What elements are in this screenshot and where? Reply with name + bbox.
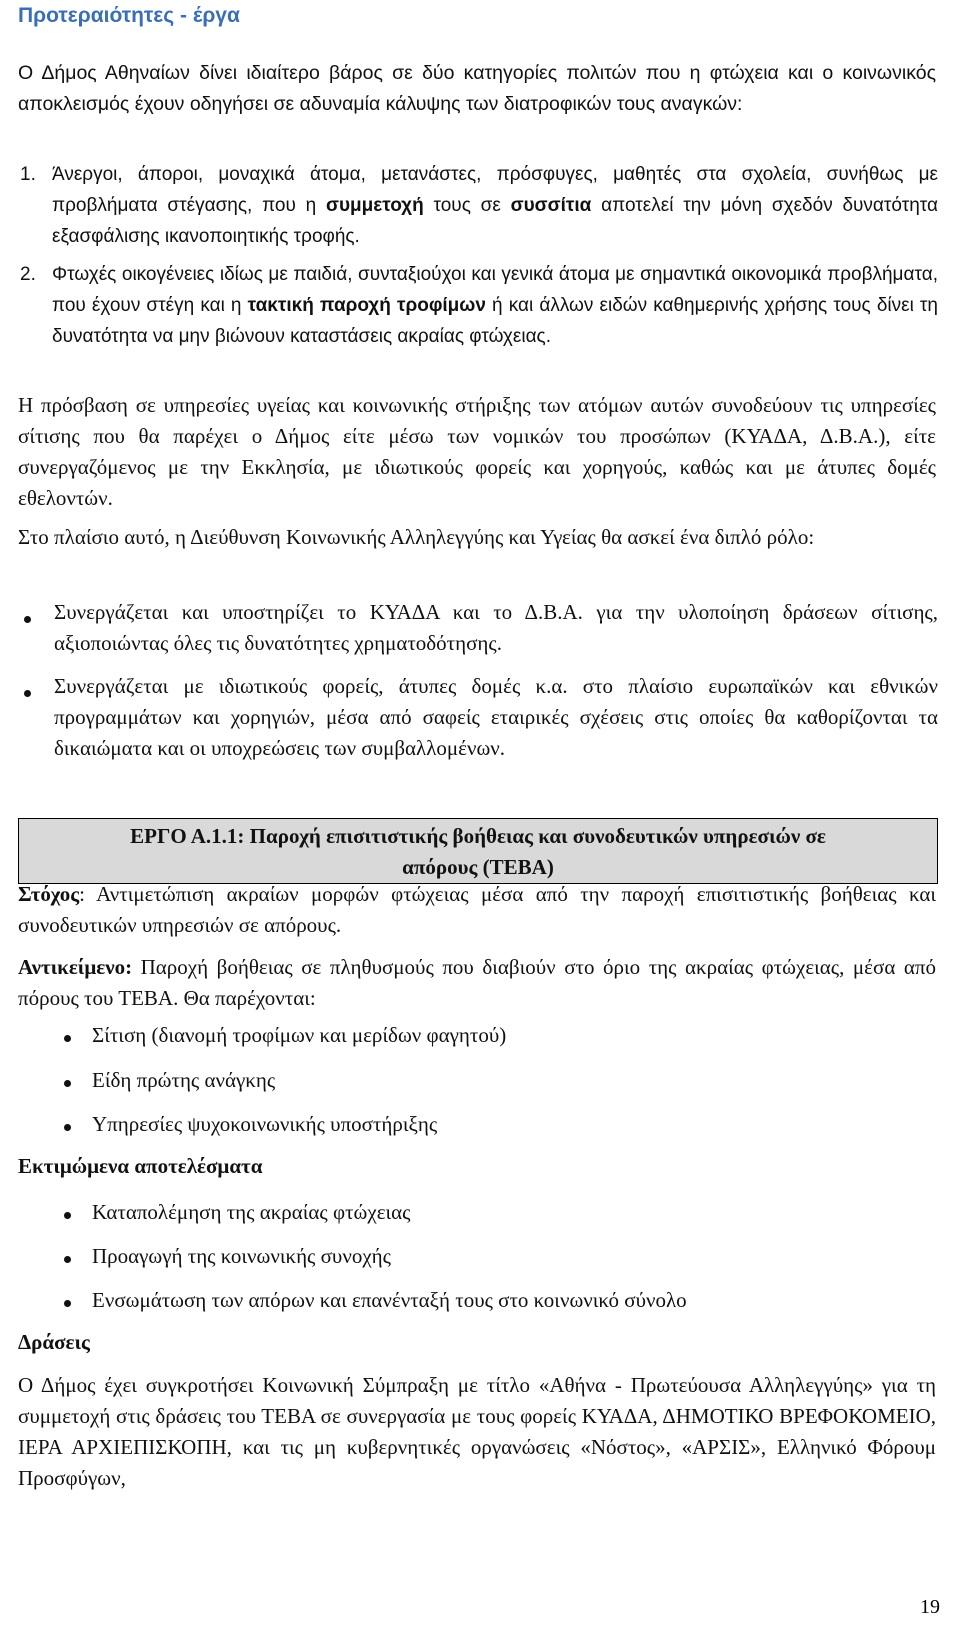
project-title-line-2: απόρους (ΤΕΒΑ) (402, 855, 554, 879)
actions-paragraph: Ο Δήμος έχει συγκροτήσει Κοινωνική Σύμπραξη με τίτλο «Αθήνα - Πρωτεύουσα Αλληλεγγύης» για τη συμμετοχή στις δράσεις του ΤΕΒΑ σε συνεργασία με τους φορείς ΚΥΑΔΑ, ΔΗΜΟΤΙΚΟ ΒΡΕΦΟΚΟΜΕΙΟ, ΙΕΡΑ ΑΡΧΙΕΠΙΣΚΟΠΗ, και τις μη κυβερνητικές οργανώσεις «Νόστος», «ΑΡΣΙΣ», Ελληνικό Φόρουμ Προσφύγων, (18, 1373, 936, 1490)
item-1-text-a: Άνεργοι, άποροι, μοναχικά άτομα, μετανάστες, πρόσφυγες, μαθητές στα σχολεία, συνήθως με προβλήματα στέγασης, που η (52, 164, 938, 216)
intro-paragraph: Ο Δήμος Αθηναίων δίνει ιδιαίτερο βάρος σε δύο κατηγορίες πολιτών που η φτώχεια και ο κοινωνικός αποκλεισμός έχουν οδηγήσει σε αδυναμία κάλυψης των διατροφικών τους αναγκών: (18, 62, 936, 115)
object-paragraph (18, 952, 936, 1014)
result-bullet-2: Προαγωγή της κοινωνικής συνοχής (92, 1244, 391, 1268)
object-text: Παροχή βοήθειας σε πληθυσμούς που διαβιούν στο όριο της ακραίας φτώχειας, μέσα από πόρους του ΤΕΒΑ. Θα παρέχονται: (18, 955, 936, 1010)
project-title-box (18, 818, 938, 884)
item-2-bold-a: τακτική παροχή τροφίμων (247, 295, 486, 316)
bullet-icon (64, 1300, 71, 1307)
goal-label: Στόχος (18, 882, 80, 906)
role-bullet-2: Συνεργάζεται με ιδιωτικούς φορείς, άτυπες δομές κ.α. στο πλαίσιο ευρωπαϊκών και εθνικών προγραμμάτων και χορηγιών, μέσα από σαφείς εταιρικές σχέσεις στις οποίες θα καθορίζονται τα δικαιώματα και οι υποχρεώσεις των συμβαλλομένων. (54, 674, 938, 760)
item-2-text-a: Φτωχές οικογένειες ιδίως με παιδιά, συνταξιούχοι και γενικά άτομα με σημαντικά οικονομικά προβλήματα, που έχουν στέγη και η (52, 264, 938, 316)
numbered-item-2 (52, 259, 938, 352)
project-title-line-1: ΕΡΓΟ Α.1.1: Παροχή επισιτιστικής βοήθειας και συνοδευτικών υπηρεσιών σε (130, 824, 826, 848)
item-number-1: 1. (20, 164, 36, 185)
object-label: Αντικείμενο: (18, 955, 133, 979)
goal-text: : Αντιμετώπιση ακραίων μορφών φτώχειας μέσα από την παροχή επισιτιστικής βοήθειας και συνοδευτικών υπηρεσιών σε απόρους. (18, 882, 936, 937)
item-1-bold-a: συμμετοχή (325, 195, 424, 216)
results-title: Εκτιμώμενα αποτελέσματα (18, 1154, 263, 1178)
access-paragraph: Η πρόσβαση σε υπηρεσίες υγείας και κοινωνικής στήριξης των ατόμων αυτών συνοδεύουν τις υπηρεσίες σίτισης που θα παρέχει ο Δήμος είτε μέσω των νομικών του προσώπων (ΚΥΑΔΑ, Δ.Β.Α.), είτε συνεργαζόμενος με την Εκκλησία, με ιδιωτικούς φορείς και χορηγούς, καθώς και με άτυπες δομές εθελοντών. (18, 393, 936, 510)
object-bullet-2: Είδη πρώτης ανάγκης (92, 1068, 276, 1092)
item-1-text-b: τους σε (423, 195, 511, 216)
bullet-icon (24, 616, 31, 623)
actions-title: Δράσεις (18, 1330, 90, 1354)
result-bullet-3: Ενσωμάτωση των απόρων και επανένταξή τους στο κοινωνικό σύνολο (92, 1288, 687, 1312)
object-bullet-1: Σίτιση (διανομή τροφίμων και μερίδων φαγητού) (92, 1023, 507, 1047)
result-bullet-1: Καταπολέμηση της ακραίας φτώχειας (92, 1200, 411, 1224)
bullet-icon (64, 1256, 71, 1263)
item-1-bold-b: συσσίτια (510, 195, 592, 216)
item-number-2: 2. (20, 264, 36, 285)
bullet-icon (64, 1035, 71, 1042)
bullet-icon (64, 1124, 71, 1131)
section-heading: Προτεραιότητες - έργα (18, 4, 240, 27)
item-1-text-c: αποτελεί την μόνη σχεδόν δυνατότητα εξασφάλισης ικανοποιητικής τροφής. (52, 195, 939, 247)
page-number: 19 (920, 1596, 940, 1618)
bullet-icon (64, 1080, 71, 1087)
bullet-icon (24, 690, 31, 697)
goal-paragraph (18, 879, 936, 941)
object-bullet-3: Υπηρεσίες ψυχοκοινωνικής υποστήριξης (92, 1112, 438, 1136)
role-bullet-1: Συνεργάζεται και υποστηρίζει το ΚΥΑΔΑ και το Δ.Β.Α. για την υλοποίηση δράσεων σίτισης, αξιοποιώντας όλες τις δυνατότητες χρηματοδότησης. (54, 600, 938, 655)
role-paragraph: Στο πλαίσιο αυτό, η Διεύθυνση Κοινωνικής Αλληλεγγύης και Υγείας θα ασκεί ένα διπλό ρόλο: (18, 525, 815, 549)
item-2-text-b: ή και άλλων ειδών καθημερινής χρήσης τους δίνει τη δυνατότητα να μην βιώνουν καταστάσεις ακραίας φτώχειας. (52, 295, 938, 347)
numbered-item-1 (52, 159, 938, 252)
bullet-icon (64, 1212, 71, 1219)
